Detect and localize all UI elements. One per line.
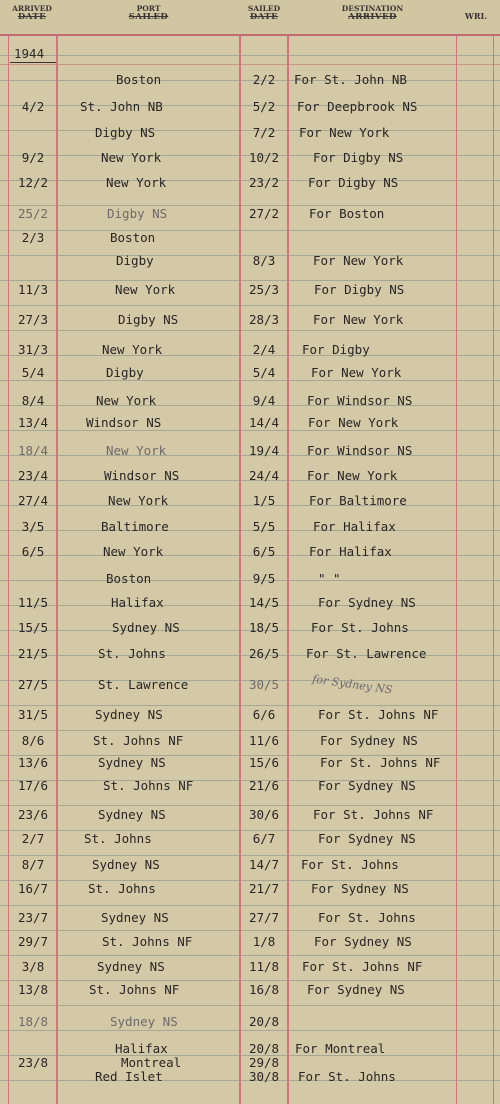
arrived-date-cell: 2/3 (21, 230, 45, 245)
port-cell: St. Lawrence (98, 677, 189, 692)
port-cell: New York (96, 393, 157, 408)
sailed-date-cell: 18/5 (248, 620, 280, 635)
port-cell: New York (106, 443, 167, 458)
destination-cell: For New York (313, 253, 404, 268)
port-cell: Halifax (111, 595, 164, 610)
port-cell: Sydney NS (112, 620, 180, 635)
arrived-date-cell: 27/5 (17, 677, 49, 692)
arrived-date-cell: 8/6 (21, 733, 45, 748)
sailed-date-cell: 29/8 (248, 1055, 280, 1070)
destination-cell: For St. Johns NF (320, 755, 441, 770)
sailed-date-cell: 8/3 (252, 253, 276, 268)
port-cell: New York (108, 493, 169, 508)
destination-cell: For Sydney NS (314, 934, 412, 949)
sailed-date-cell: 21/6 (248, 778, 280, 793)
port-cell: Digby NS (118, 312, 179, 327)
arrived-date-cell: 27/3 (17, 312, 49, 327)
destination-cell: For Digby (302, 342, 370, 357)
year-label: 1944 (14, 46, 45, 61)
destination-cell: For Windsor NS (307, 443, 413, 458)
arrived-date-cell: 13/8 (17, 982, 49, 997)
port-cell: St. Johns NF (102, 934, 193, 949)
port-cell: Sydney NS (101, 910, 169, 925)
arrived-date-cell: 3/8 (21, 959, 45, 974)
destination-cell: For Digby NS (308, 175, 399, 190)
arrived-date-cell: 2/7 (21, 831, 45, 846)
sailed-date-cell: 7/2 (252, 125, 276, 140)
port-cell: St. Johns (98, 646, 166, 661)
sailed-date-cell: 25/3 (248, 282, 280, 297)
arrived-date-cell: 11/3 (17, 282, 49, 297)
destination-cell: " " (318, 571, 341, 586)
destination-cell: For Digby NS (314, 282, 405, 297)
port-cell: Boston (110, 230, 156, 245)
destination-cell: For St. Johns (301, 857, 399, 872)
sailed-date-cell: 5/2 (252, 99, 276, 114)
header-rule (0, 64, 500, 65)
sailed-date-cell: 9/5 (252, 571, 276, 586)
port-cell: St. John NB (80, 99, 163, 114)
destination-cell: for Sydney NS (311, 672, 394, 697)
sailed-date-cell: 11/6 (248, 733, 280, 748)
sailed-date-cell: 28/3 (248, 312, 280, 327)
sailed-date-cell: 11/8 (248, 959, 280, 974)
port-cell: New York (102, 342, 163, 357)
port-cell: New York (103, 544, 164, 559)
port-cell: Sydney NS (98, 755, 166, 770)
sailed-date-cell: 1/5 (252, 493, 276, 508)
destination-cell: For St. Johns (298, 1069, 396, 1084)
arrived-date-cell: 23/8 (17, 1055, 49, 1070)
arrived-date-cell: 15/5 (17, 620, 49, 635)
destination-cell: For St. Johns (318, 910, 416, 925)
port-cell: Digby NS (95, 125, 156, 140)
destination-cell: For Baltimore (309, 493, 407, 508)
header-arrived: ARRIVED DATE (12, 4, 52, 22)
arrived-date-cell: 29/7 (17, 934, 49, 949)
sailed-date-cell: 27/2 (248, 206, 280, 221)
header-extra: WRI. (464, 11, 488, 21)
sailed-date-cell: 10/2 (248, 150, 280, 165)
destination-cell: For St. Johns NF (318, 707, 439, 722)
port-cell: Digby NS (107, 206, 168, 221)
arrived-date-cell: 16/7 (17, 881, 49, 896)
sailed-date-cell: 19/4 (248, 443, 280, 458)
header-destination: DESTINATION ARRIVED (341, 4, 404, 22)
port-cell: Montreal (121, 1055, 182, 1070)
header-port: PORT SAILED (128, 4, 169, 22)
port-cell: New York (115, 282, 176, 297)
arrived-date-cell: 6/5 (21, 544, 45, 559)
sailed-date-cell: 23/2 (248, 175, 280, 190)
destination-cell: For St. John NB (294, 72, 407, 87)
port-cell: Sydney NS (98, 807, 166, 822)
arrived-date-cell: 25/2 (17, 206, 49, 221)
sailed-date-cell: 6/5 (252, 544, 276, 559)
arrived-date-cell: 13/4 (17, 415, 49, 430)
port-cell: New York (101, 150, 162, 165)
sailed-date-cell: 15/6 (248, 755, 280, 770)
port-cell: Digby (106, 365, 144, 380)
destination-cell: For New York (307, 468, 398, 483)
year-underline (10, 62, 56, 63)
sailed-date-cell: 20/8 (248, 1014, 280, 1029)
sailed-date-cell: 30/8 (248, 1069, 280, 1084)
port-cell: Sydney NS (110, 1014, 178, 1029)
destination-cell: For New York (308, 415, 399, 430)
port-cell: Sydney NS (92, 857, 160, 872)
port-cell: St. Johns (88, 881, 156, 896)
header-sailed: SAILED DATE (247, 4, 281, 22)
destination-cell: For Deepbrook NS (297, 99, 418, 114)
sailed-date-cell: 20/8 (248, 1041, 280, 1056)
sailed-date-cell: 5/4 (252, 365, 276, 380)
arrived-date-cell: 23/4 (17, 468, 49, 483)
arrived-date-cell: 11/5 (17, 595, 49, 610)
destination-cell: For Halifax (313, 519, 396, 534)
sailed-date-cell: 2/2 (252, 72, 276, 87)
arrived-date-cell: 31/5 (17, 707, 49, 722)
port-cell: St. Johns NF (89, 982, 180, 997)
arrived-date-cell: 12/2 (17, 175, 49, 190)
sailed-date-cell: 14/4 (248, 415, 280, 430)
port-cell: St. Johns NF (103, 778, 194, 793)
arrived-date-cell: 8/7 (21, 857, 45, 872)
sailed-date-cell: 30/6 (248, 807, 280, 822)
destination-cell: For Sydney NS (311, 881, 409, 896)
sailed-date-cell: 2/4 (252, 342, 276, 357)
arrived-date-cell: 18/8 (17, 1014, 49, 1029)
arrived-date-cell: 23/7 (17, 910, 49, 925)
destination-cell: For St. Johns NF (302, 959, 423, 974)
port-cell: Sydney NS (95, 707, 163, 722)
destination-cell: For Sydney NS (320, 733, 418, 748)
port-cell: St. Johns NF (93, 733, 184, 748)
port-cell: St. Johns (84, 831, 152, 846)
destination-cell: For Sydney NS (318, 831, 416, 846)
port-cell: Red Islet (95, 1069, 163, 1084)
port-cell: Windsor NS (86, 415, 162, 430)
arrived-date-cell: 17/6 (17, 778, 49, 793)
arrived-date-cell: 13/6 (17, 755, 49, 770)
sailed-date-cell: 24/4 (248, 468, 280, 483)
arrived-date-cell: 18/4 (17, 443, 49, 458)
destination-cell: For St. Johns NF (313, 807, 434, 822)
destination-cell: For Sydney NS (318, 778, 416, 793)
destination-cell: For New York (311, 365, 402, 380)
destination-cell: For Digby NS (313, 150, 404, 165)
sailed-date-cell: 14/7 (248, 857, 280, 872)
destination-cell: For St. Johns (311, 620, 409, 635)
sailed-date-cell: 30/5 (248, 677, 280, 692)
port-cell: Digby (116, 253, 154, 268)
sailed-date-cell: 16/8 (248, 982, 280, 997)
sailed-date-cell: 14/5 (248, 595, 280, 610)
sailed-date-cell: 21/7 (248, 881, 280, 896)
sailed-date-cell: 9/4 (252, 393, 276, 408)
margin-line-right (493, 0, 494, 1104)
sailed-date-cell: 6/6 (252, 707, 276, 722)
destination-cell: For Boston (309, 206, 385, 221)
destination-cell: For Sydney NS (318, 595, 416, 610)
arrived-date-cell: 27/4 (17, 493, 49, 508)
port-cell: Baltimore (101, 519, 169, 534)
port-cell: Sydney NS (97, 959, 165, 974)
sailed-date-cell: 5/5 (252, 519, 276, 534)
sailed-date-cell: 26/5 (248, 646, 280, 661)
arrived-date-cell: 3/5 (21, 519, 45, 534)
arrived-date-cell: 21/5 (17, 646, 49, 661)
destination-cell: For Montreal (295, 1041, 386, 1056)
sailed-date-cell: 27/7 (248, 910, 280, 925)
destination-cell: For New York (299, 125, 390, 140)
port-cell: New York (106, 175, 167, 190)
column-divider-destination (456, 0, 457, 1104)
port-cell: Boston (106, 571, 152, 586)
sailed-date-cell: 1/8 (252, 934, 276, 949)
destination-cell: For St. Lawrence (306, 646, 427, 661)
port-cell: Boston (116, 72, 162, 87)
destination-cell: For Sydney NS (307, 982, 405, 997)
destination-cell: For Windsor NS (307, 393, 413, 408)
arrived-date-cell: 31/3 (17, 342, 49, 357)
port-cell: Windsor NS (104, 468, 180, 483)
arrived-date-cell: 23/6 (17, 807, 49, 822)
port-cell: Halifax (115, 1041, 168, 1056)
arrived-date-cell: 4/2 (21, 99, 45, 114)
arrived-date-cell: 9/2 (21, 150, 45, 165)
destination-cell: For Halifax (309, 544, 392, 559)
destination-cell: For New York (313, 312, 404, 327)
arrived-date-cell: 5/4 (21, 365, 45, 380)
sailed-date-cell: 6/7 (252, 831, 276, 846)
arrived-date-cell: 8/4 (21, 393, 45, 408)
